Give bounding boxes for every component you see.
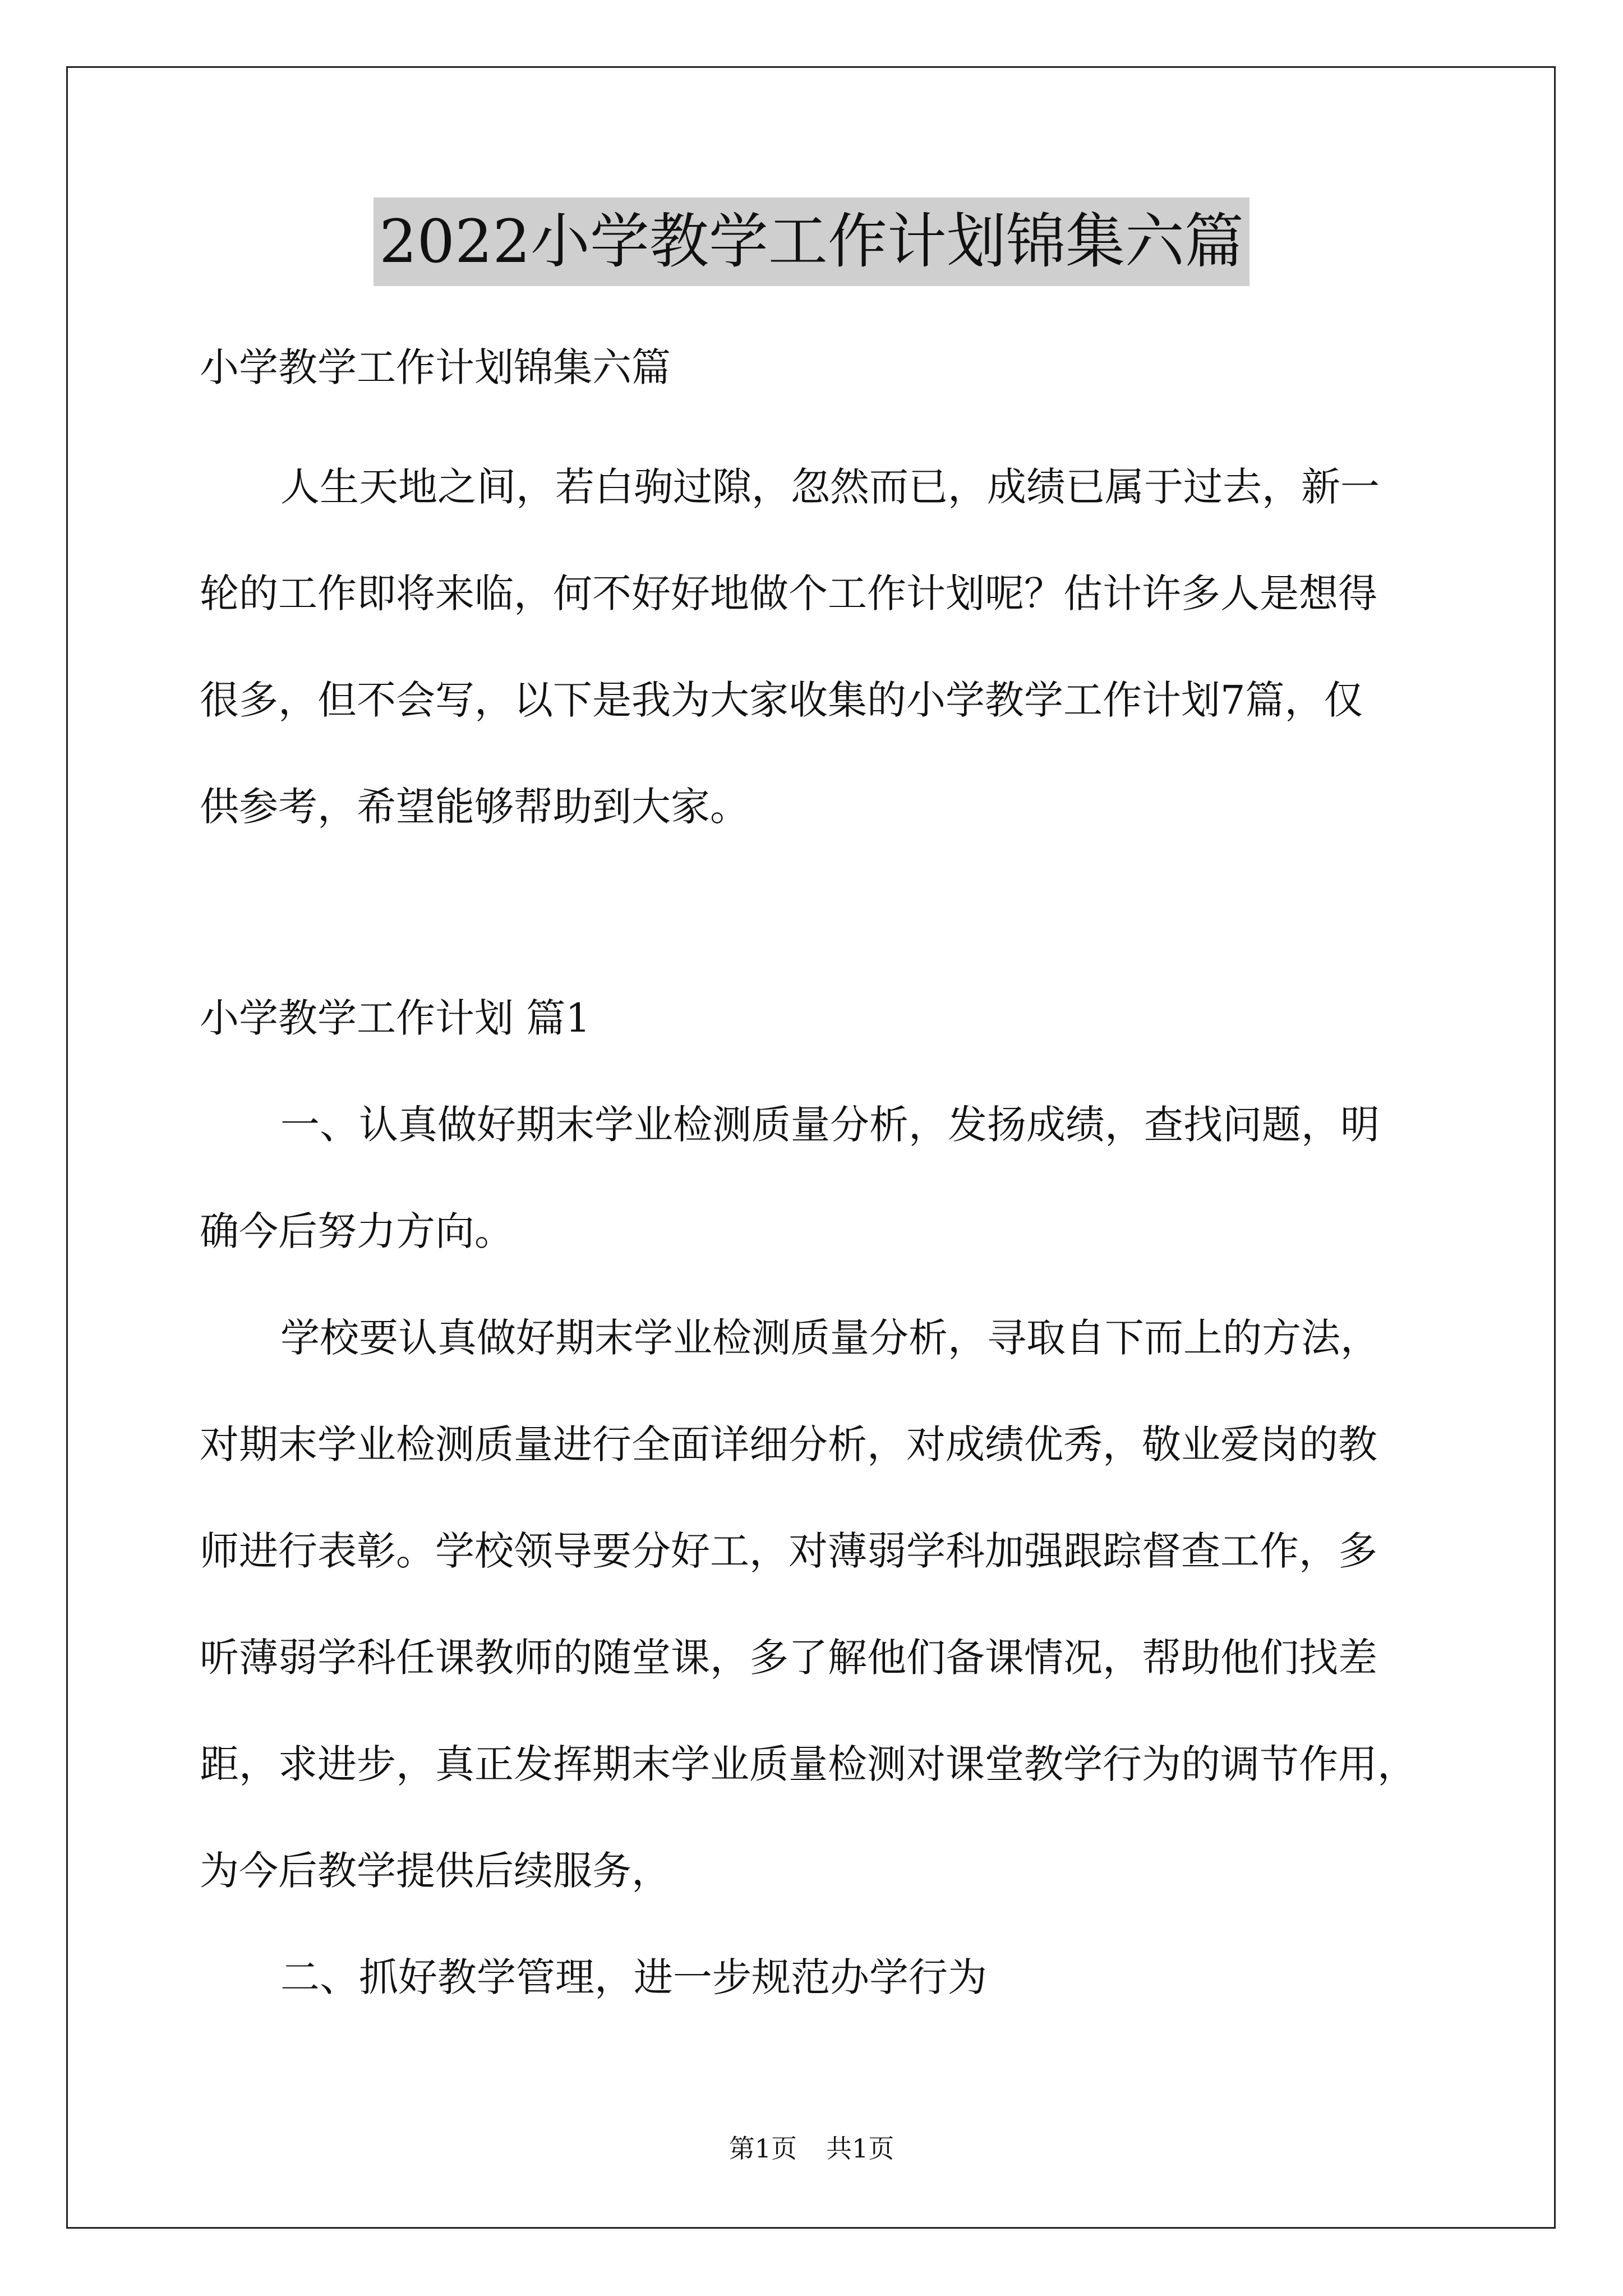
paragraph-line: 距，求进步，真正发挥期末学业质量检测对课堂教学行为的调节作用， xyxy=(200,1741,1417,1787)
paragraph-line: 听薄弱学科任课教师的随堂课，多了解他们备课情况，帮助他们找差 xyxy=(200,1635,1377,1681)
paragraph-line: 学校要认真做好期末学业检测质量分析，寻取自下而上的方法， xyxy=(280,1315,1380,1361)
document-title: 2022小学教学工作计划锦集六篇 xyxy=(374,197,1249,286)
paragraph-line: 确今后努力方向。 xyxy=(200,1208,514,1254)
subtitle-line: 小学教学工作计划锦集六篇 xyxy=(200,344,671,390)
paragraph-line: 人生天地之间，若白驹过隙，忽然而已，成绩已属于过去，新一 xyxy=(280,464,1380,510)
page-total: 共1页 xyxy=(826,2133,895,2164)
paragraph-line: 二、抓好教学管理，进一步规范办学行为 xyxy=(280,1954,987,2000)
paragraph-line: 轮的工作即将来临，何不好好地做个工作计划呢？估计许多人是想得 xyxy=(200,570,1377,616)
paragraph-line: 为今后教学提供后续服务， xyxy=(200,1848,671,1894)
title-container xyxy=(0,197,1623,286)
page-footer xyxy=(0,2132,1623,2165)
section-heading: 小学教学工作计划 篇1 xyxy=(200,995,591,1041)
page-number: 第1页 xyxy=(728,2133,797,2164)
paragraph-line: 很多，但不会写，以下是我为大家收集的小学教学工作计划7篇，仅 xyxy=(200,677,1363,723)
paragraph-line: 供参考，希望能够帮助到大家。 xyxy=(200,784,749,830)
paragraph-line: 对期末学业检测质量进行全面详细分析，对成绩优秀，敬业爱岗的教 xyxy=(200,1421,1377,1467)
paragraph-line: 师进行表彰。学校领导要分好工，对薄弱学科加强跟踪督查工作，多 xyxy=(200,1528,1377,1574)
paragraph-line: 一、认真做好期末学业检测质量分析，发扬成绩，查找问题，明 xyxy=(280,1102,1380,1148)
